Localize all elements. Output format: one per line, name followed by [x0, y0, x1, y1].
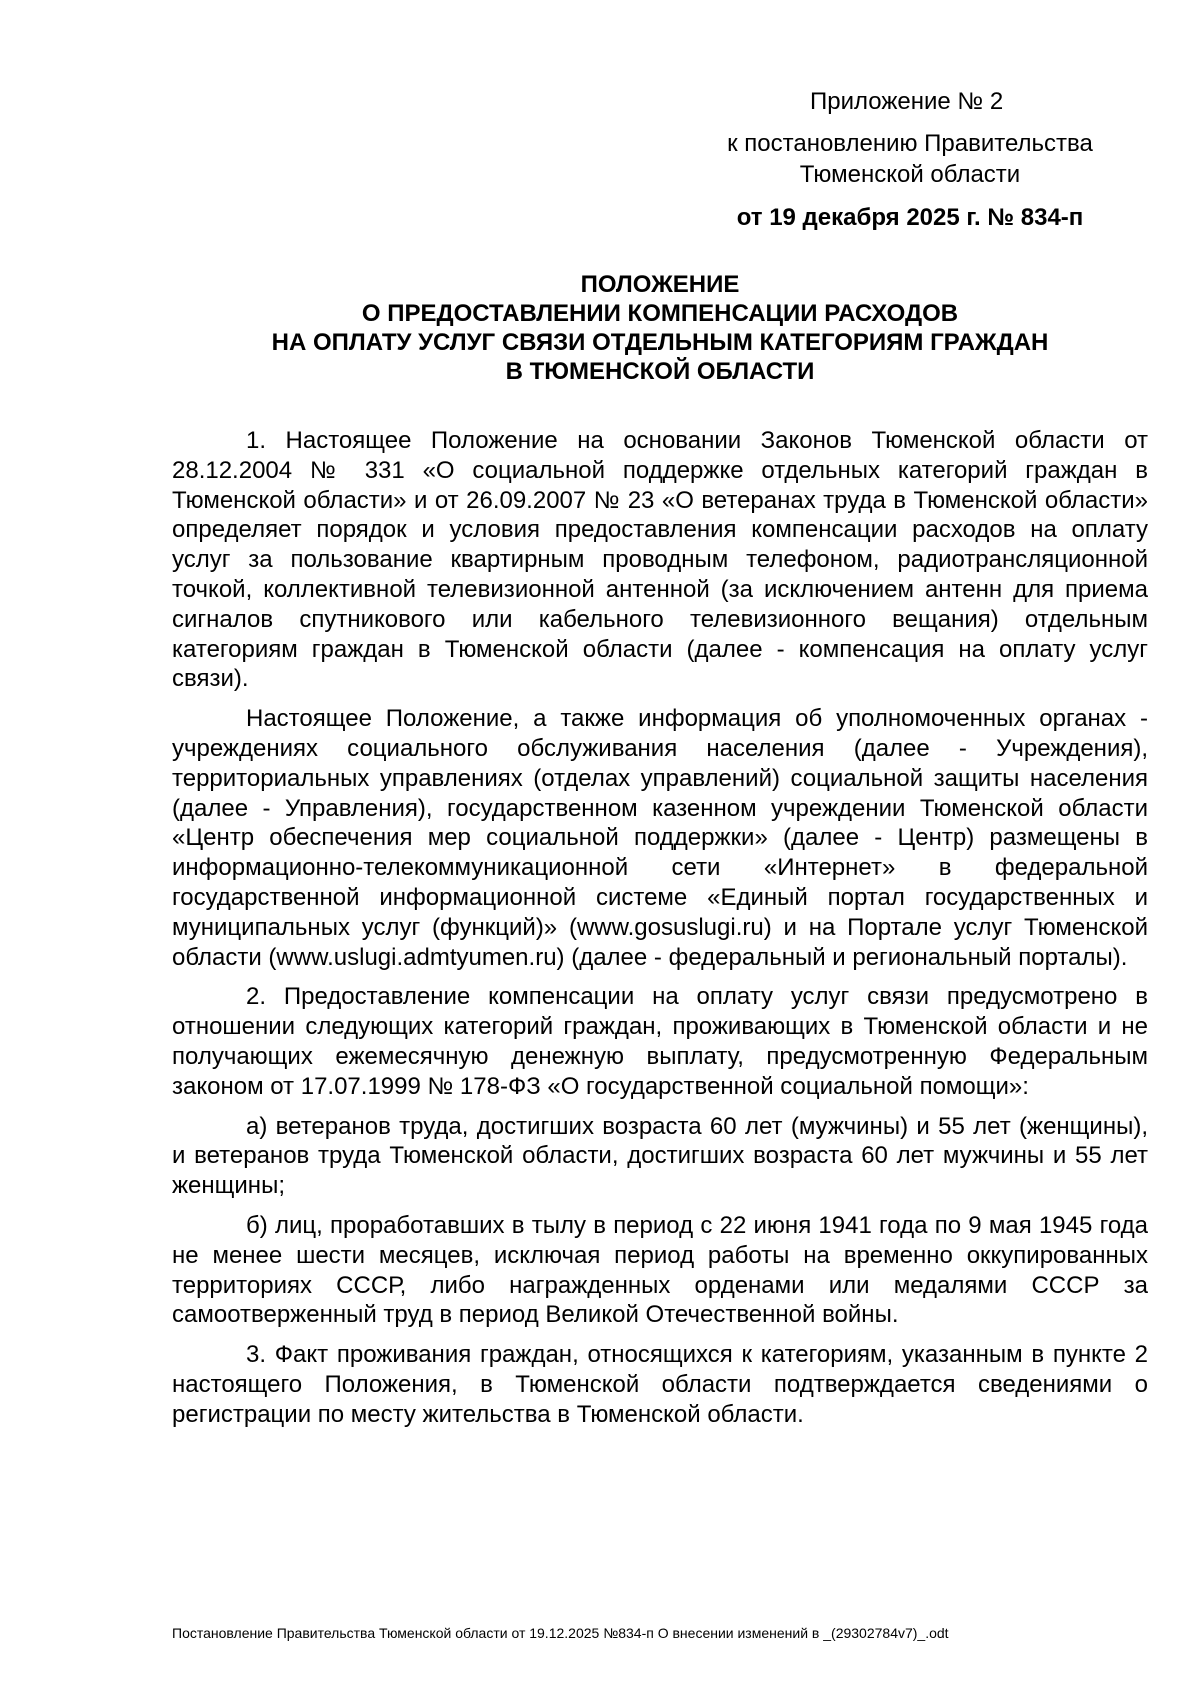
page-footer: Постановление Правительства Тюменской области от 19.12.2025 №834-п О внесении изменений в _(29302784v7)_.odt — [172, 1625, 949, 1641]
title-line-1: ПОЛОЖЕНИЕ — [580, 271, 740, 298]
appendix-number: Приложение № 2 — [810, 88, 1004, 115]
appendix-reference — [700, 128, 1120, 190]
appendix-reference-line-2: Тюменской области — [799, 161, 1021, 188]
title-line-2: О ПРЕДОСТАВЛЕНИИ КОМПЕНСАЦИИ РАСХОДОВ — [361, 300, 959, 327]
paragraph-3: 2. Предоставление компенсации на оплату услуг связи предусмотрено в отношении следующих категорий граждан, проживающих в Тюменской области и не получающих ежемесячную денежную выплату, предусмотренную Федеральным законом от 17.07.1999 № 178-ФЗ «О государственной социальной помощи»: — [172, 983, 1148, 1100]
title-line-3: НА ОПЛАТУ УСЛУГ СВЯЗИ ОТДЕЛЬНЫМ КАТЕГОРИЯМ ГРАЖДАН — [271, 329, 1049, 356]
paragraph-4: а) ветеранов труда, достигших возраста 60 лет (мужчины) и 55 лет (женщины), и ветеранов труда Тюменской области, достигших возраста 60 лет мужчины и 55 лет женщины; — [172, 1112, 1148, 1200]
appendix-reference-line-1: к постановлению Правительства — [727, 130, 1093, 157]
title-line-4: В ТЮМЕНСКОЙ ОБЛАСТИ — [505, 358, 815, 385]
paragraph-6: 3. Факт проживания граждан, относящихся к категориям, указанным в пункте 2 настоящего Положения, в Тюменской области подтверждается сведениями о регистрации по месту жительства в Тюменской области. — [172, 1341, 1148, 1428]
document-title — [170, 270, 1150, 386]
paragraph-1: 1. Настоящее Положение на основании Законов Тюменской области от 28.12.2004 № 331 «О социальной поддержке отдельных категорий граждан в Тюменской области» и от 26.09.2007 № 23 «О ветеранах труда в Тюменской области» определяет порядок и условия предоставления компенсации расходов на оплату услуг за пользование квартирным проводным телефоном, радиотрансляционной точкой, коллективной телевизионной антенной (за исключением антенн для приема сигналов спутникового или кабельного телевизионного вещания) отдельным категориям граждан в Тюменской области (далее - компенсация на оплату услуг связи). — [172, 427, 1148, 693]
paragraph-2: Настоящее Положение, а также информация об уполномоченных органах - учреждениях социального обслуживания населения (далее - Учреждения), территориальных управлениях (отделах управлений) социальной защиты населения (далее - Управления), государственном казенном учреждении Тюменской области «Центр обеспечения мер социальной поддержки» (далее - Центр) размещены в информационно-телекоммуникационной сети «Интернет» в федеральной государственной информационной системе «Единый портал государственных и муниципальных услуг (функций)» (www.gosuslugi.ru) и на Портале услуг Тюменской области (www.uslugi.admtyumen.ru) (далее - федеральный и региональный порталы). — [172, 705, 1148, 971]
appendix-date: от 19 декабря 2025 г. № 834-п — [736, 204, 1084, 231]
paragraph-5: б) лиц, проработавших в тылу в период с 22 июня 1941 года по 9 мая 1945 года не менее шести месяцев, исключая период работы на временно оккупированных территориях СССР, либо награжденных орденами или медалями СССР за самоотверженный труд в период Великой Отечественной войны. — [172, 1211, 1148, 1329]
document-body — [172, 426, 1148, 1440]
